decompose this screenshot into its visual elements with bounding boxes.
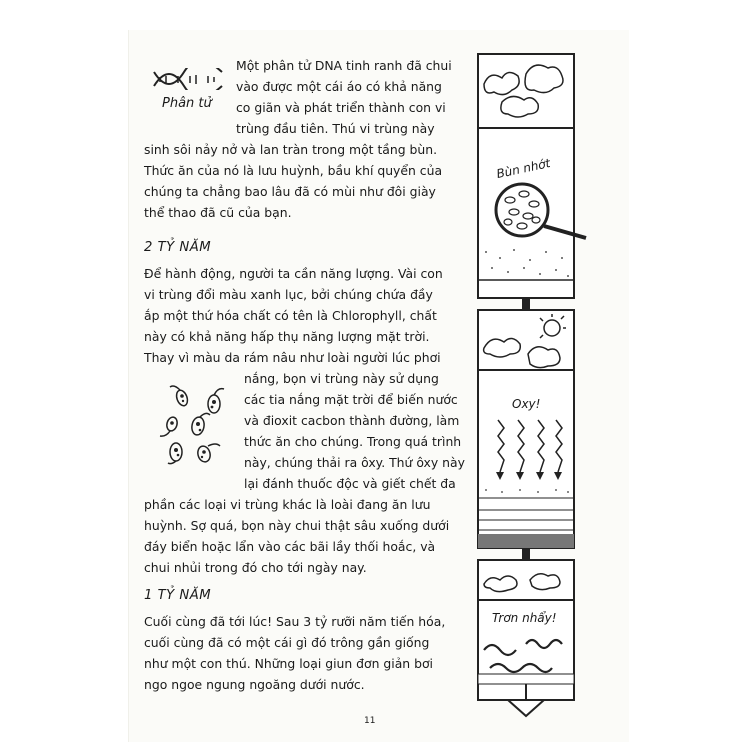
section2-line: Thay vì màu da rám nâu như loài người lúc phơi xyxy=(144,350,441,365)
section2-line: vi trùng đổi màu xanh lục, bởi chúng chứa đầy xyxy=(144,287,433,302)
section2-line: đáy biển hoặc lẩn vào các bãi lầy thối hoắc, và xyxy=(144,539,436,554)
section2-line: ắp một thứ hóa chất có tên là Chlorophyll, chất xyxy=(144,308,437,323)
section2-line: và đioxit cacbon thành đường, làm xyxy=(244,413,460,428)
section2-line: phần các loại vi trùng khác là loài đang ăn lưu xyxy=(144,497,431,512)
page-number: 11 xyxy=(364,716,376,726)
dna-caption: Phân tử xyxy=(162,96,212,111)
section2-line: lại đánh thuốc độc và giết chết đa xyxy=(244,476,456,491)
intro-line: trùng đầu tiên. Thú vi trùng này xyxy=(236,121,435,136)
intro-line: Thức ăn của nó là lưu huỳnh, bầu khí quyển của xyxy=(144,163,443,178)
dna-helix-icon xyxy=(152,68,224,90)
down-arrow-icon xyxy=(508,700,544,716)
section2-line: này, chúng thải ra ôxy. Thứ ôxy này xyxy=(244,455,465,470)
section2-line: nắng, bọn vi trùng này sử dụng xyxy=(244,371,439,386)
section-heading-1-billion: 1 TỶ NĂM xyxy=(144,588,212,603)
mud-label: Bùn nhớt xyxy=(495,156,552,182)
section3-line: cuối cùng đã có một cái gì đó trông gần giống xyxy=(144,635,430,650)
section3-line: ngo ngoe ngung ngoăng dưới nước. xyxy=(144,677,365,692)
intro-line: Một phân tử DNA tinh ranh đã chui xyxy=(236,58,452,73)
intro-line: vào được một cái áo có khả năng xyxy=(236,79,442,94)
worms-panel xyxy=(478,560,574,716)
section-heading-2-billion: 2 TỶ NĂM xyxy=(144,240,212,255)
section2-line: Để hành động, người ta cần năng lượng. Vài con xyxy=(144,266,443,281)
intro-line: thể thao đã cũ của bạn. xyxy=(144,205,292,220)
timeline-strip xyxy=(470,44,600,720)
intro-line: chúng ta chẳng bao lâu đã có mùi như đôi giày xyxy=(144,184,436,199)
section3-line: như một con thú. Những loại giun đơn giản bơi xyxy=(144,656,433,671)
oxygen-panel xyxy=(478,310,574,560)
slippery-label: Trơn nhẩy! xyxy=(492,611,557,625)
section2-line: các tia nắng mặt trời để biến nước xyxy=(244,392,458,407)
intro-line: co giãn và phát triển thành con vi xyxy=(236,100,446,115)
intro-line: sinh sôi nảy nở và lan tràn trong một tầng bùn. xyxy=(144,142,438,157)
section3-line: Cuối cùng đã tới lúc! Sau 3 tỷ rưỡi năm tiến hóa, xyxy=(144,614,446,629)
section2-line: này có khả năng hấp thụ năng lượng mặt trời. xyxy=(144,329,430,344)
section2-line: thức ăn cho chúng. Trong quá trình xyxy=(244,434,462,449)
section2-line: chui nhủi trong đó cho tới ngày nay. xyxy=(144,560,367,575)
section2-line: huỳnh. Sợ quá, bọn này chui thật sâu xuống dưới xyxy=(144,518,450,533)
oxygen-label: Oxy! xyxy=(512,397,541,411)
mud-panel xyxy=(478,54,586,310)
microbes-illustration xyxy=(158,382,240,466)
